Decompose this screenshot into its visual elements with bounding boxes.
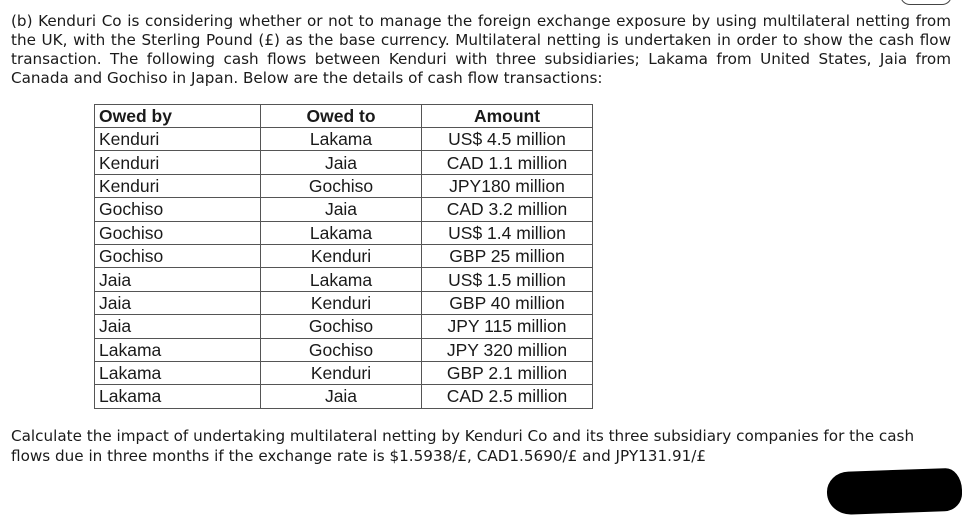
cell-owed-to: Kenduri [261,244,422,267]
cell-amount: US$ 1.5 million [422,268,593,291]
cell-owed-by: Kenduri [95,128,261,151]
table-row [95,198,593,221]
table-row [95,174,593,197]
cash-flow-table [94,104,593,409]
cell-owed-to: Kenduri [261,291,422,314]
cell-amount: GBP 25 million [422,244,593,267]
header-owed-to: Owed to [261,105,422,128]
cell-amount: CAD 1.1 million [422,151,593,174]
table-row [95,268,593,291]
cell-owed-to: Gochiso [261,315,422,338]
table-header-row [95,105,593,128]
instruction-text: Calculate the impact of undertaking multilateral netting by Kenduri Co and its three subsidiary companies for the cash flows due in three months if the exchange rate is $1.5938/£, CAD1.5690/£ and JPY131.91/£ [11,427,915,465]
table-row [95,385,593,408]
cell-owed-to: Jaia [261,198,422,221]
table-row [95,291,593,314]
cell-owed-to: Jaia [261,151,422,174]
cell-owed-to: Lakama [261,268,422,291]
cell-owed-to: Jaia [261,385,422,408]
cell-owed-by: Gochiso [95,221,261,244]
cell-owed-by: Kenduri [95,174,261,197]
cell-owed-to: Lakama [261,128,422,151]
cell-amount: GBP 2.1 million [422,361,593,384]
cell-owed-by: Lakama [95,361,261,384]
table-row [95,244,593,267]
bracket-fragment [900,0,952,5]
cell-owed-to: Lakama [261,221,422,244]
cell-owed-by: Lakama [95,385,261,408]
cell-owed-by: Jaia [95,315,261,338]
cell-owed-by: Gochiso [95,244,261,267]
cell-owed-by: Kenduri [95,151,261,174]
header-owed-by: Owed by [95,105,261,128]
cell-amount: JPY 115 million [422,315,593,338]
table-body [95,128,593,409]
redaction-blot [826,468,962,515]
table-row [95,361,593,384]
cell-amount: JPY 320 million [422,338,593,361]
cell-owed-to: Gochiso [261,174,422,197]
cell-amount: US$ 1.4 million [422,221,593,244]
table-row [95,315,593,338]
table-row [95,128,593,151]
cell-owed-by: Lakama [95,338,261,361]
header-amount: Amount [422,105,593,128]
table-row [95,221,593,244]
cell-amount: CAD 2.5 million [422,385,593,408]
cell-owed-by: Jaia [95,268,261,291]
cell-owed-to: Gochiso [261,338,422,361]
cell-amount: JPY180 million [422,174,593,197]
cell-owed-by: Jaia [95,291,261,314]
cell-amount: US$ 4.5 million [422,128,593,151]
cell-owed-to: Kenduri [261,361,422,384]
cell-owed-by: Gochiso [95,198,261,221]
cell-amount: CAD 3.2 million [422,198,593,221]
question-text: (b) Kenduri Co is considering whether or not to manage the foreign exchange exposure by using multilateral netting from the UK, with the Sterling Pound (£) as the base currency. Multilateral netting is undertaken in order to show the cash flow transaction. The following cash flows between Kenduri with three subsidiaries; Lakama from United States, Jaia from Canada and Gochiso in Japan. Below are the details of cash flow transactions: [11,12,951,87]
table-row [95,338,593,361]
cell-amount: GBP 40 million [422,291,593,314]
table-row [95,151,593,174]
